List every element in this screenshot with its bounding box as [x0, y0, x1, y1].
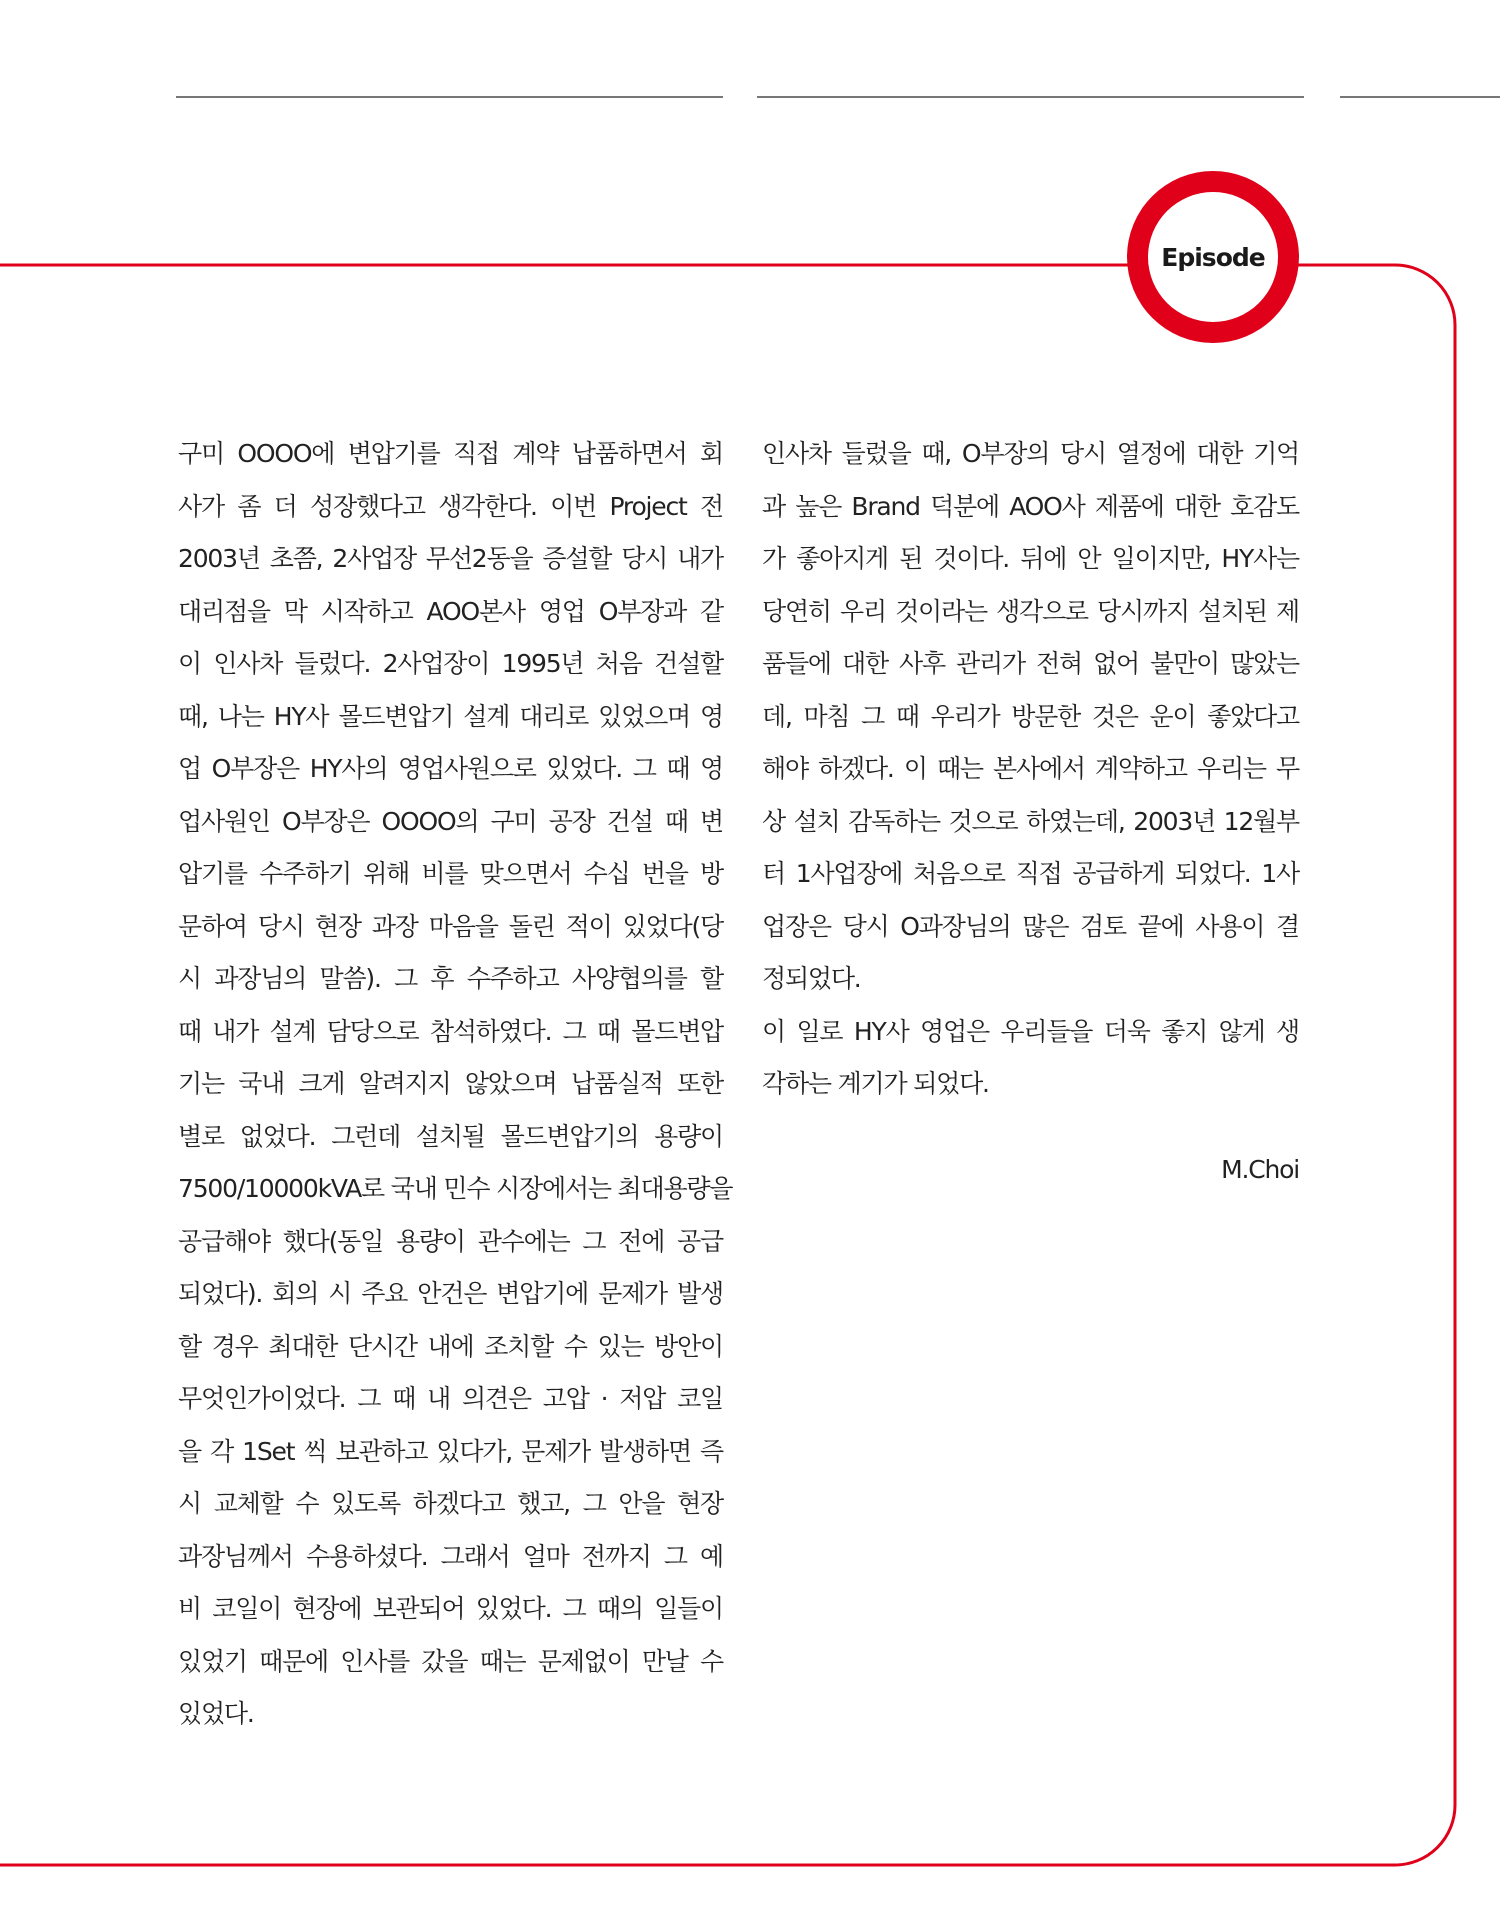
body-column-left [178, 428, 733, 1741]
text-line: 을 각 1Set 씩 보관하고 있다가, 문제가 발생하면 즉 [178, 1436, 723, 1466]
text-line: 터 1사업장에 처음으로 직접 공급하게 되었다. 1사 [762, 859, 1299, 888]
text-line: 때 내가 설계 담당으로 참석하였다. 그 때 몰드변압 [178, 1016, 723, 1046]
text-line: 인사차 들렀을 때, O부장의 당시 열정에 대한 기억 [762, 439, 1299, 468]
text-line: 당연히 우리 것이라는 생각으로 당시까지 설치된 제 [762, 596, 1299, 626]
text-line: 구미 OOOO에 변압기를 직접 계약 납품하면서 회 [178, 439, 723, 468]
text-line: 업 O부장은 HY사의 영업사원으로 있었다. 그 때 영 [178, 754, 723, 783]
text-line: 해야 하겠다. 이 때는 본사에서 계약하고 우리는 무 [762, 754, 1299, 783]
episode-badge-center [1148, 192, 1278, 322]
text-line: 공급해야 했다(동일 용량이 관수에는 그 전에 공급 [178, 1226, 723, 1256]
text-line: 2003년 초쯤, 2사업장 무선2동을 증설할 당시 내가 [178, 544, 723, 573]
text-line: 때, 나는 HY사 몰드변압기 설계 대리로 있었으며 영 [178, 701, 723, 731]
text-line: 기는 국내 크게 알려지지 않았으며 납품실적 또한 [178, 1069, 723, 1098]
text-line: 과장님께서 수용하셨다. 그래서 얼마 전까지 그 예 [178, 1541, 723, 1571]
text-line: 정되었다. [762, 964, 861, 993]
text-line: 품들에 대한 사후 관리가 전혀 없어 불만이 많았는 [762, 649, 1299, 678]
text-line: 시 과장님의 말씀). 그 후 수주하고 사양협의를 할 [178, 964, 723, 993]
text-line: 할 경우 최대한 단시간 내에 조치할 수 있는 방안이 [178, 1331, 723, 1361]
text-line: 있었다. [178, 1699, 254, 1728]
text-line: 이 일로 HY사 영업은 우리들을 더욱 좋지 않게 생 [762, 1016, 1299, 1046]
text-line: 대리점을 막 시작하고 AOO본사 영업 O부장과 같 [178, 596, 723, 626]
text-line: 데, 마침 그 때 우리가 방문한 것은 운이 좋았다고 [762, 701, 1299, 731]
episode-label: Episode [1161, 242, 1265, 272]
text-line: 별로 없었다. 그런데 설치될 몰드변압기의 용량이 [178, 1121, 723, 1151]
text-line: 과 높은 Brand 덕분에 AOO사 제품에 대한 호감도 [762, 491, 1299, 521]
text-line: 시 교체할 수 있도록 하겠다고 했고, 그 안을 현장 [178, 1489, 723, 1518]
body-column-right [762, 428, 1299, 1111]
text-line: 업장은 당시 O과장님의 많은 검토 끝에 사용이 결 [762, 911, 1299, 941]
author-signature: M.Choi [1221, 1155, 1299, 1184]
text-line: 업사원인 O부장은 OOOO의 구미 공장 건설 때 변 [178, 806, 723, 836]
text-line: 비 코일이 현장에 보관되어 있었다. 그 때의 일들이 [178, 1594, 723, 1623]
text-line: 상 설치 감독하는 것으로 하였는데, 2003년 12월부 [762, 806, 1299, 836]
text-line: 있었기 때문에 인사를 갔을 때는 문제없이 만날 수 [178, 1646, 723, 1676]
text-line: 7500/10000kVA로 국내 민수 시장에서는 최대용량을 [178, 1174, 733, 1203]
text-line: 압기를 수주하기 위해 비를 맞으면서 수십 번을 방 [178, 859, 723, 888]
text-line: 문하여 당시 현장 과장 마음을 돌린 적이 있었다(당 [178, 911, 723, 941]
text-line: 무엇인가이었다. 그 때 내 의견은 고압 · 저압 코일 [178, 1384, 723, 1413]
text-line: 이 인사차 들렀다. 2사업장이 1995년 처음 건설할 [178, 649, 723, 678]
text-line: 사가 좀 더 성장했다고 생각한다. 이번 Project 전 [178, 491, 723, 521]
text-line: 가 좋아지게 된 것이다. 뒤에 안 일이지만, HY사는 [762, 544, 1299, 573]
text-line: 되었다). 회의 시 주요 안건은 변압기에 문제가 발생 [178, 1279, 723, 1308]
text-line: 각하는 계기가 되었다. [762, 1069, 989, 1098]
